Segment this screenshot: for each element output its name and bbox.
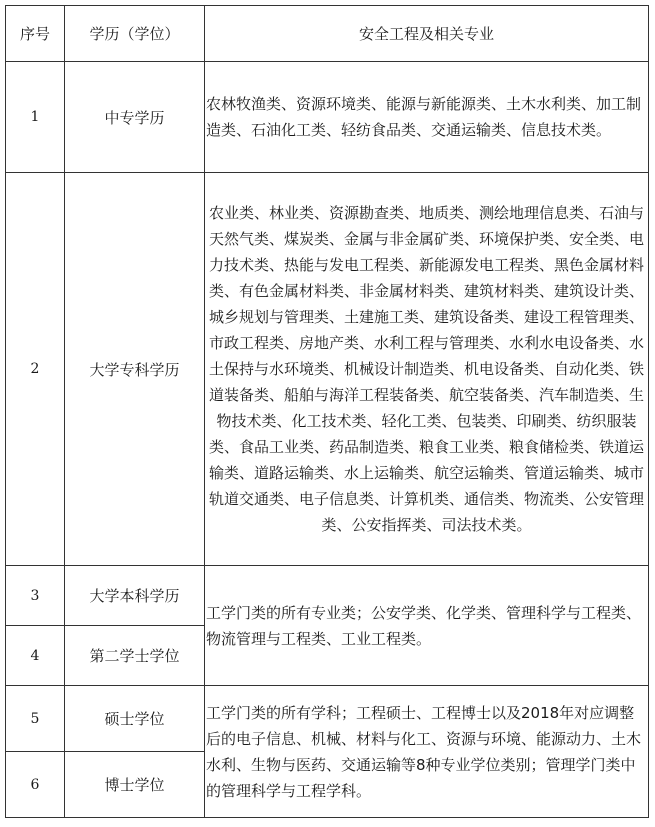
row-index: 5 bbox=[6, 686, 65, 752]
header-majors: 安全工程及相关专业 bbox=[205, 6, 649, 62]
row-degree: 博士学位 bbox=[65, 752, 205, 818]
row-majors: 农业类、林业类、资源勘查类、地质类、测绘地理信息类、石油与天然气类、煤炭类、金属与非金属矿类、环境保护类、安全类、电力技术类、热能与发电工程类、新能源发电工程类、黑色金属材料类、有色金属材料类、非金属材料类、建筑材料类、建筑设计类、城乡规划与管理类、土建施工类、建筑设备类、建设工程管理类、市政工程类、房地产类、水利工程与管理类、水利水电设备类、水土保持与水环境类、机械设计制造类、机电设备类、自动化类、铁道装备类、船舶与海洋工程装备类、航空装备类、汽车制造类、生物技术类、化工技术类、轻化工类、包装类、印刷类、纺织服装类、食品工业类、药品制造类、粮食工业类、粮食储检类、铁道运输类、道路运输类、水上运输类、航空运输类、管道运输类、城市轨道交通类、电子信息类、计算机类、通信类、物流类、公安管理类、公安指挥类、司法技术类。 bbox=[205, 173, 649, 566]
header-degree: 学历（学位） bbox=[65, 6, 205, 62]
row-index: 4 bbox=[6, 626, 65, 686]
row-index: 2 bbox=[6, 173, 65, 566]
header-row bbox=[6, 6, 649, 62]
row-index: 6 bbox=[6, 752, 65, 818]
header-index: 序号 bbox=[6, 6, 65, 62]
row-degree: 大学专科学历 bbox=[65, 173, 205, 566]
table-row bbox=[6, 173, 649, 566]
row-degree: 大学本科学历 bbox=[65, 566, 205, 626]
row-degree: 中专学历 bbox=[65, 62, 205, 173]
graduate-majors: 工学门类的所有学科；工程硕士、工程博士以及2018年对应调整后的电子信息、机械、材料与化工、资源与环境、能源动力、土木水利、生物与医药、交通运输等8种专业学位类别；管理学门类中的管理科学与工程学科。 bbox=[205, 686, 649, 818]
bachelor-majors: 工学门类的所有专业类；公安学类、化学类、管理科学与工程类、物流管理与工程类、工业工程类。 bbox=[205, 566, 649, 686]
majors-table bbox=[5, 5, 649, 818]
row-degree: 第二学士学位 bbox=[65, 626, 205, 686]
row-degree: 硕士学位 bbox=[65, 686, 205, 752]
row-index: 3 bbox=[6, 566, 65, 626]
table-row bbox=[6, 566, 649, 626]
row-majors: 农林牧渔类、资源环境类、能源与新能源类、土木水利类、加工制造类、石油化工类、轻纺食品类、交通运输类、信息技术类。 bbox=[205, 62, 649, 173]
table-row bbox=[6, 686, 649, 752]
row-index: 1 bbox=[6, 62, 65, 173]
table-row bbox=[6, 62, 649, 173]
